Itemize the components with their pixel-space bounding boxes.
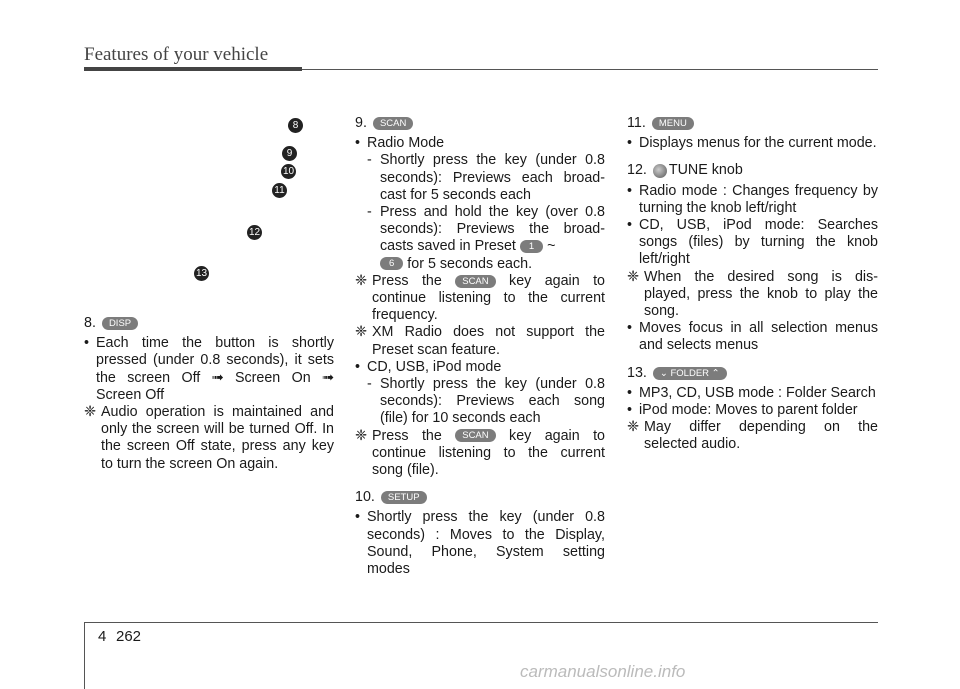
chapter-number: 4 xyxy=(98,628,107,645)
dash-item xyxy=(355,152,605,204)
note-text xyxy=(627,419,878,453)
bullet-text: • CD, USB, iPod mode: Searches songs (files) by turning the knob left/right xyxy=(627,217,878,269)
column-3 xyxy=(627,115,878,454)
item-13-heading xyxy=(627,365,878,382)
menu-button-icon: MENU xyxy=(652,117,694,130)
note-body: May differ depending on the selected audio. xyxy=(644,419,878,453)
bullet-text: • Shortly press the key (under 0.8 seconds) : Moves to the Display, Sound, Phone, System setting modes xyxy=(355,509,605,578)
scan-button-icon: SCAN xyxy=(373,117,413,130)
note-body: Press the xyxy=(372,272,442,289)
header-rule xyxy=(302,69,878,70)
bullet-text: • Displays menus for the current mode. xyxy=(627,135,878,152)
item-number: 13. xyxy=(627,364,647,381)
item-9-heading xyxy=(355,115,605,132)
bullet-text: • Moves focus in all selection menus and selects menus xyxy=(627,320,878,354)
item-12-heading xyxy=(627,162,878,179)
folder-button-icon: ⌄ FOLDER ⌃ xyxy=(653,367,727,380)
bullet-text: • Radio mode : Changes frequency by turning the knob left/right xyxy=(627,183,878,217)
scan-button-icon: SCAN xyxy=(455,429,495,442)
note-body: Audio operation is maintained and only the screen will be turned Off. In the screen Off state, press any key to turn the screen On again. xyxy=(101,404,334,472)
note-text xyxy=(355,273,605,325)
dash-body: Press and hold the key (over 0.8 seconds): Previews the broad- casts saved in Preset xyxy=(380,204,605,255)
callout-11: 11 xyxy=(272,183,287,198)
bullet-text: • CD, USB, iPod mode xyxy=(355,359,605,376)
bullet-text: • Each time the button is shortly pressed (under 0.8 seconds), it sets the screen Off ➟ Screen On ➟ Screen Off xyxy=(84,335,334,404)
bullet-text: • iPod mode: Moves to parent folder xyxy=(627,402,878,419)
item-11-heading xyxy=(627,115,878,132)
dash-item xyxy=(355,376,605,428)
note-body-end: key again to continue listening to the current song (file). xyxy=(372,427,605,479)
dash-mark: - xyxy=(367,152,372,169)
page-number: 262 xyxy=(116,628,142,645)
dash-mark: - xyxy=(367,376,372,393)
bullet-text: • Radio Mode xyxy=(355,135,605,152)
item-number: 8. xyxy=(84,315,96,331)
note-icon: ❈ xyxy=(84,404,96,421)
note-body: Press the xyxy=(372,427,442,444)
footer-rule xyxy=(84,622,878,623)
dash-body-end: for 5 seconds each. xyxy=(407,255,533,272)
column-2 xyxy=(355,115,605,578)
callout-12: 12 xyxy=(248,227,261,238)
note-text xyxy=(627,269,878,321)
dash-body: Shortly press the key (under 0.8 seconds): Previews each broad- cast for 5 seconds each xyxy=(380,152,605,203)
note-text xyxy=(355,324,605,358)
footer-divider xyxy=(84,622,85,689)
callout-9: 9 xyxy=(282,146,297,161)
note-icon: ❈ xyxy=(355,324,367,341)
note-body: XM Radio does not support the Preset scan feature. xyxy=(372,324,605,358)
dash-body: Shortly press the key (under 0.8 seconds): Previews each song (file) for 10 seconds each xyxy=(380,376,605,427)
header-accent-bar xyxy=(84,67,302,71)
item-number: 12. xyxy=(627,162,647,179)
callout-8: 8 xyxy=(288,118,303,133)
disp-button-icon: DISP xyxy=(102,317,138,330)
item-10-heading xyxy=(355,489,605,506)
preset-6-button-icon: 6 xyxy=(380,257,403,270)
watermark: carmanualsonline.info xyxy=(520,662,686,681)
tilde: ~ xyxy=(547,238,556,255)
controls-diagram xyxy=(84,100,334,310)
dash-item xyxy=(355,204,605,273)
tune-knob-icon xyxy=(653,164,667,178)
note-body-end: key again to continue listening to the current frequency. xyxy=(372,272,605,324)
note-body: When the desired song is dis- played, press the knob to play the song. xyxy=(644,268,878,320)
note-icon: ❈ xyxy=(627,268,639,285)
bullet-text: • MP3, CD, USB mode : Folder Search xyxy=(627,385,878,402)
scan-button-icon: SCAN xyxy=(455,275,495,288)
preset-1-button-icon: 1 xyxy=(520,240,543,253)
note-icon: ❈ xyxy=(627,419,639,436)
dash-mark: - xyxy=(367,204,372,221)
item-number: 9. xyxy=(355,115,367,131)
column-1 xyxy=(84,315,334,473)
item-label: TUNE knob xyxy=(668,162,743,179)
item-8-heading xyxy=(84,315,334,332)
callout-10: 10 xyxy=(282,166,295,177)
item-number: 10. xyxy=(355,489,375,506)
note-text xyxy=(84,404,334,473)
note-icon: ❈ xyxy=(355,272,367,289)
item-number: 11. xyxy=(627,115,646,131)
note-icon: ❈ xyxy=(355,427,367,444)
note-text xyxy=(355,428,605,480)
setup-button-icon: SETUP xyxy=(381,491,427,504)
page-header-title: Features of your vehicle xyxy=(84,44,269,65)
callout-13: 13 xyxy=(195,268,208,279)
folder-label: FOLDER xyxy=(670,367,710,379)
